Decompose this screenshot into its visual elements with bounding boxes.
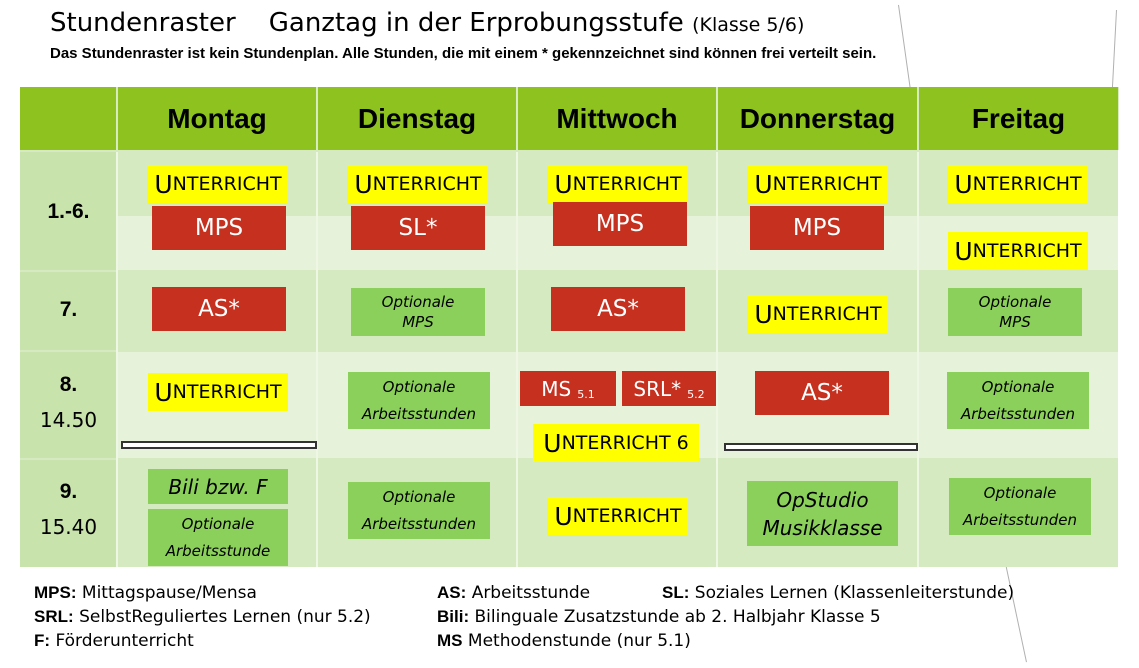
- header-day-tuesday: Dienstag: [318, 87, 517, 150]
- header-day-friday: Freitag: [919, 87, 1119, 150]
- page-title: Stundenraster Ganztag in der Erprobungsstufe (Klasse 5/6): [50, 8, 805, 38]
- unterricht-mon-1: U NTERRICHT: [148, 165, 288, 203]
- column-divider: [716, 152, 718, 567]
- opstudio-thu: OpStudio Musikklasse: [747, 481, 898, 546]
- header-day-thursday: Donnerstag: [718, 87, 918, 150]
- ms-wed: MS 5.1: [520, 371, 616, 406]
- legend-f: F: Förderunterricht: [34, 631, 194, 651]
- unterricht-wed-1: U NTERRICHT: [548, 165, 688, 203]
- unterricht-mon-8: U NTERRICHT: [148, 373, 288, 411]
- divider-bar-mon: [121, 441, 317, 449]
- optional-as1-mon: Optionale Arbeitsstunde: [148, 509, 288, 566]
- row-label-8: 8.: [59, 373, 78, 396]
- page-subtitle: Das Stundenraster ist kein Stundenplan. Alle Stunden, die mit einem * gekennzeichnet sind können frei verteilt sein.: [50, 45, 877, 62]
- optional-as-tue-9: Optionale Arbeitsstunden: [348, 482, 490, 539]
- unterricht-thu-7: U NTERRICHT: [748, 295, 888, 333]
- column-divider: [516, 152, 518, 567]
- column-divider: [917, 152, 919, 567]
- row-label-1-6: 1.-6.: [47, 200, 90, 223]
- unterricht-wed-9: U NTERRICHT: [548, 497, 688, 535]
- optional-mps-fri: Optionale MPS: [948, 288, 1082, 336]
- label-cell: [20, 460, 116, 567]
- bili-mon: Bili bzw. F: [148, 469, 288, 504]
- column-divider: [316, 152, 318, 567]
- optional-as-fri-9: Optionale Arbeitsstunden: [949, 478, 1091, 535]
- optional-as-tue-8: Optionale Arbeitsstunden: [348, 372, 490, 429]
- optional-as-fri-8: Optionale Arbeitsstunden: [947, 372, 1089, 429]
- mps-wed: MPS: [553, 202, 687, 246]
- row-label-9: 9.: [59, 480, 78, 503]
- as-thu: AS*: [755, 371, 889, 415]
- as-wed: AS*: [551, 287, 685, 331]
- header-day-monday: Montag: [118, 87, 317, 150]
- optional-mps-tue: Optionale MPS: [351, 288, 485, 336]
- row-label-7: 7.: [59, 298, 78, 321]
- unterricht-tue-1: U NTERRICHT: [348, 165, 488, 203]
- legend-sl: SL: Soziales Lernen (Klassenleiterstunde): [662, 583, 1015, 603]
- header-corner: [20, 87, 117, 150]
- header-day-wednesday: Mittwoch: [518, 87, 717, 150]
- legend-mps: MPS: Mittagspause/Mensa: [34, 583, 257, 603]
- row-time-9: 15.40: [39, 515, 98, 539]
- mps-thu: MPS: [750, 206, 884, 250]
- unterricht-thu-1: U NTERRICHT: [748, 165, 888, 203]
- legend-ms: MS Methodenstunde (nur 5.1): [437, 631, 691, 651]
- mps-mon: MPS: [152, 206, 286, 250]
- legend-srl: SRL: SelbstReguliertes Lernen (nur 5.2): [34, 607, 371, 627]
- sl-tue: SL*: [351, 206, 485, 250]
- unterricht-fri-2: U NTERRICHT: [948, 232, 1088, 270]
- label-cell: [20, 352, 116, 458]
- divider-bar-thu: [724, 443, 918, 451]
- as-mon: AS*: [152, 287, 286, 331]
- unterricht-fri-1: U NTERRICHT: [948, 165, 1088, 203]
- unterricht-6-wed: U NTERRICHT 6: [533, 424, 699, 462]
- legend-as: AS: Arbeitsstunde: [437, 583, 591, 603]
- legend-bili: Bili: Bilinguale Zusatzstunde ab 2. Halbjahr Klasse 5: [437, 607, 881, 627]
- row-time-8: 14.50: [39, 408, 98, 432]
- srl-wed: SRL* 5.2: [622, 371, 716, 406]
